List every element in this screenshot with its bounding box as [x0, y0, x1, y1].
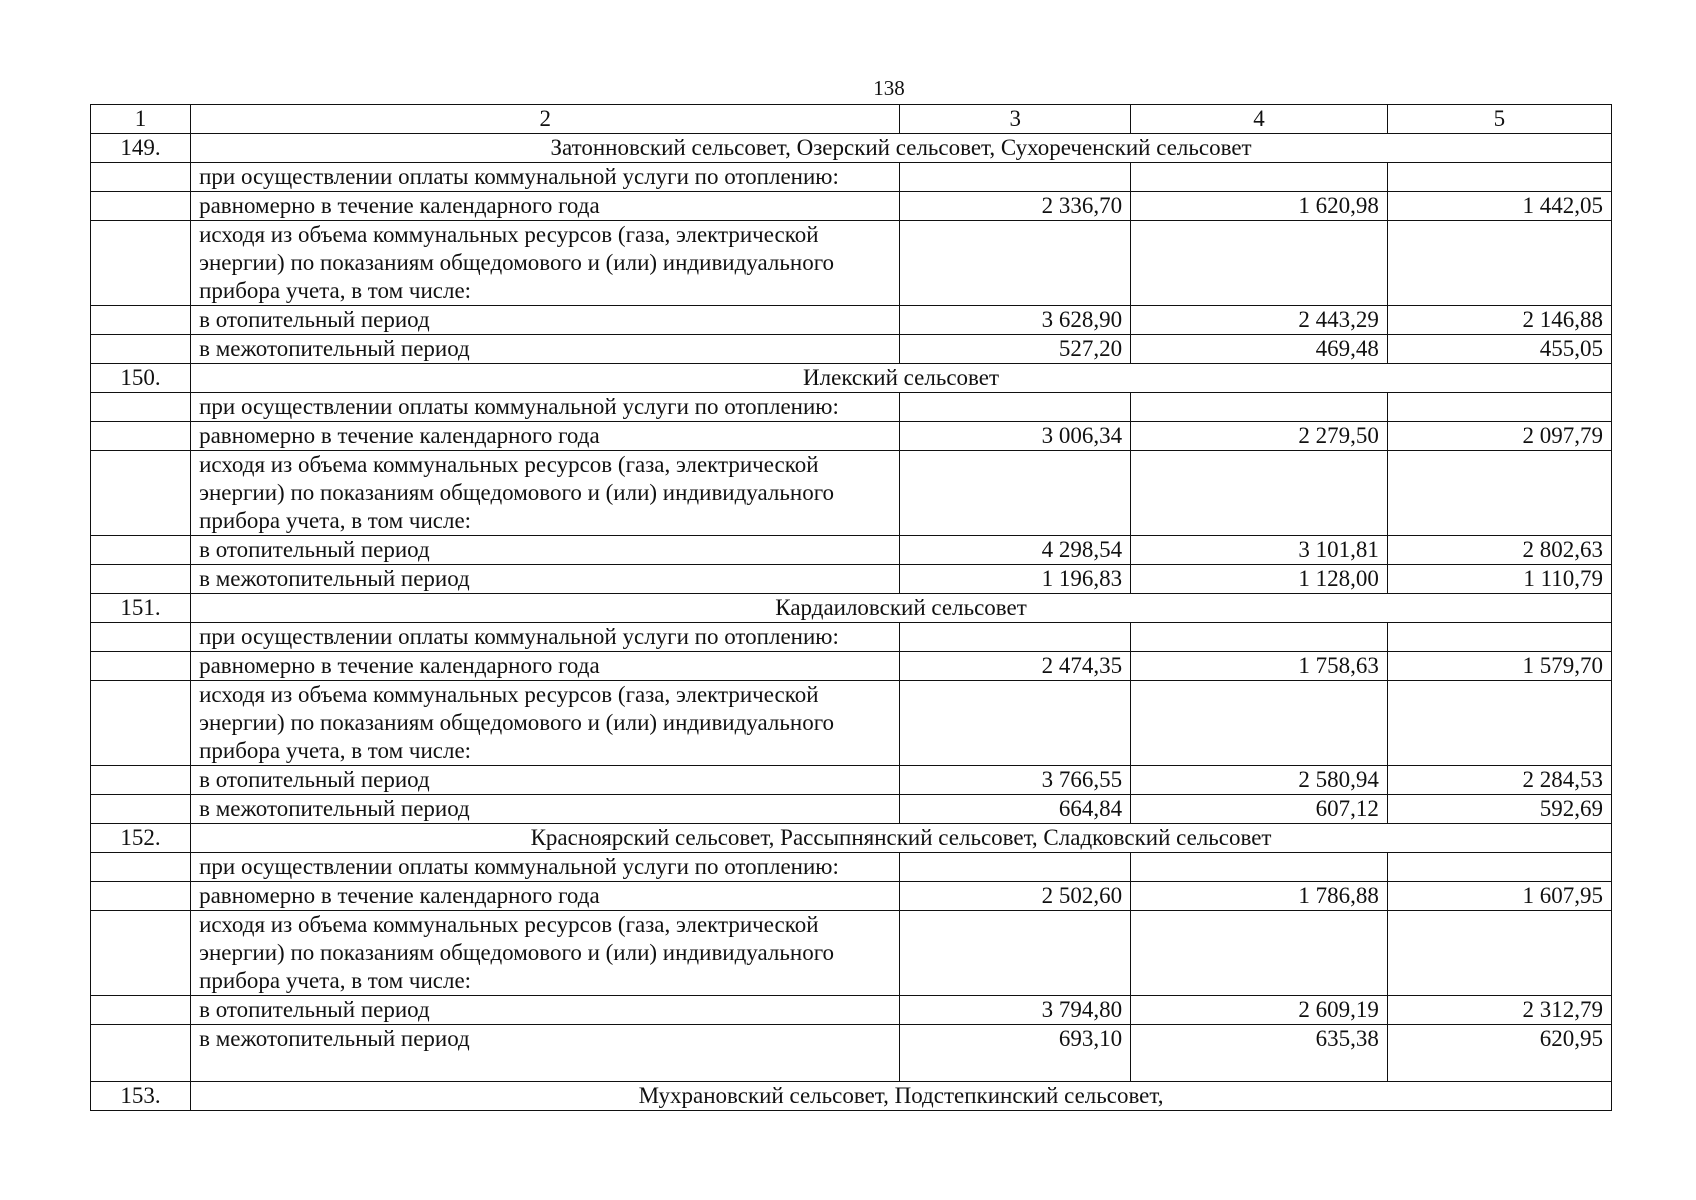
- section-number: 151.: [91, 594, 191, 623]
- empty-cell: [1387, 163, 1611, 192]
- empty-cell: [91, 652, 191, 681]
- row-label-uniform: равномерно в течение календарного года: [191, 652, 900, 681]
- value-cell: 3 628,90: [900, 306, 1131, 335]
- section-number: 152.: [91, 824, 191, 853]
- empty-cell: [900, 393, 1131, 422]
- empty-cell: [1131, 681, 1388, 766]
- row-label-intro: при осуществлении оплаты коммунальной услуги по отоплению:: [191, 853, 900, 882]
- empty-cell: [1387, 221, 1611, 306]
- table-row: [91, 451, 1612, 536]
- section-title-row: [91, 824, 1612, 853]
- value-cell: 1 607,95: [1387, 882, 1611, 911]
- section-title: Затонновский сельсовет, Озерский сельсовет, Сухореченский сельсовет: [191, 134, 1612, 163]
- table-row: [91, 565, 1612, 594]
- section-title: Илекский сельсовет: [191, 364, 1612, 393]
- section-title: Мухрановский сельсовет, Подстепкинский сельсовет,: [191, 1082, 1612, 1111]
- row-label-intro: при осуществлении оплаты коммунальной услуги по отоплению:: [191, 623, 900, 652]
- column-header-5: 5: [1387, 105, 1611, 134]
- value-cell: 4 298,54: [900, 536, 1131, 565]
- row-label-by-meter: исходя из объема коммунальных ресурсов (газа, электрической энергии) по показаниям общедомового и (или) индивидуального прибора учета, в том числе:: [191, 221, 900, 306]
- column-header-3: 3: [900, 105, 1131, 134]
- value-cell: 1 110,79: [1387, 565, 1611, 594]
- empty-cell: [1387, 853, 1611, 882]
- value-cell: 469,48: [1131, 335, 1388, 364]
- empty-cell: [91, 393, 191, 422]
- value-cell: 592,69: [1387, 795, 1611, 824]
- section-title: Красноярский сельсовет, Рассыпнянский сельсовет, Сладковский сельсовет: [191, 824, 1612, 853]
- empty-cell: [91, 163, 191, 192]
- empty-cell: [900, 221, 1131, 306]
- empty-cell: [91, 623, 191, 652]
- row-label-non-heating: в межотопительный период: [191, 795, 900, 824]
- empty-cell: [91, 306, 191, 335]
- section-title-row: [91, 364, 1612, 393]
- table-row: [91, 795, 1612, 824]
- empty-cell: [91, 192, 191, 221]
- value-cell: 527,20: [900, 335, 1131, 364]
- row-label-uniform: равномерно в течение календарного года: [191, 192, 900, 221]
- section-number: 150.: [91, 364, 191, 393]
- empty-cell: [91, 335, 191, 364]
- table-row: [91, 1025, 1612, 1082]
- column-header-1: 1: [91, 105, 191, 134]
- empty-cell: [1387, 623, 1611, 652]
- row-label-non-heating: в межотопительный период: [191, 335, 900, 364]
- row-label-heating: в отопительный период: [191, 766, 900, 795]
- empty-cell: [91, 996, 191, 1025]
- row-label-intro: при осуществлении оплаты коммунальной услуги по отоплению:: [191, 393, 900, 422]
- value-cell: 1 196,83: [900, 565, 1131, 594]
- row-label-non-heating: в межотопительный период: [191, 565, 900, 594]
- empty-cell: [900, 623, 1131, 652]
- column-header-2: 2: [191, 105, 900, 134]
- row-label-intro: при осуществлении оплаты коммунальной услуги по отоплению:: [191, 163, 900, 192]
- value-cell: 3 006,34: [900, 422, 1131, 451]
- empty-cell: [1131, 451, 1388, 536]
- table-row: [91, 422, 1612, 451]
- value-cell: 1 758,63: [1131, 652, 1388, 681]
- section-title: Кардаиловский сельсовет: [191, 594, 1612, 623]
- tariff-table: [90, 104, 1612, 1111]
- table-row: [91, 536, 1612, 565]
- empty-cell: [91, 1025, 191, 1082]
- empty-cell: [1387, 681, 1611, 766]
- value-cell: 2 802,63: [1387, 536, 1611, 565]
- row-label-uniform: равномерно в течение календарного года: [191, 882, 900, 911]
- value-cell: 1 579,70: [1387, 652, 1611, 681]
- table-row: [91, 393, 1612, 422]
- empty-cell: [91, 221, 191, 306]
- table-row: [91, 306, 1612, 335]
- empty-cell: [900, 451, 1131, 536]
- table-row: [91, 681, 1612, 766]
- table-row: [91, 623, 1612, 652]
- section-title-row: [91, 1082, 1612, 1111]
- empty-cell: [1131, 911, 1388, 996]
- table-row: [91, 996, 1612, 1025]
- row-label-by-meter: исходя из объема коммунальных ресурсов (газа, электрической энергии) по показаниям общедомового и (или) индивидуального прибора учета, в том числе:: [191, 911, 900, 996]
- value-cell: 2 312,79: [1387, 996, 1611, 1025]
- value-cell: 2 502,60: [900, 882, 1131, 911]
- value-cell: 2 474,35: [900, 652, 1131, 681]
- empty-cell: [1131, 163, 1388, 192]
- value-cell: 664,84: [900, 795, 1131, 824]
- empty-cell: [900, 681, 1131, 766]
- section-title-row: [91, 134, 1612, 163]
- empty-cell: [900, 163, 1131, 192]
- row-label-by-meter: исходя из объема коммунальных ресурсов (газа, электрической энергии) по показаниям общедомового и (или) индивидуального прибора учета, в том числе:: [191, 451, 900, 536]
- table-row: [91, 163, 1612, 192]
- value-cell: 455,05: [1387, 335, 1611, 364]
- empty-cell: [1131, 221, 1388, 306]
- table-row: [91, 652, 1612, 681]
- row-label-non-heating: в межотопительный период: [191, 1025, 900, 1082]
- value-cell: 2 609,19: [1131, 996, 1388, 1025]
- empty-cell: [91, 422, 191, 451]
- table-row: [91, 221, 1612, 306]
- empty-cell: [91, 853, 191, 882]
- value-cell: 1 786,88: [1131, 882, 1388, 911]
- value-cell: 2 279,50: [1131, 422, 1388, 451]
- value-cell: 2 146,88: [1387, 306, 1611, 335]
- table-row: [91, 192, 1612, 221]
- value-cell: 3 794,80: [900, 996, 1131, 1025]
- value-cell: 620,95: [1387, 1025, 1611, 1082]
- section-title-row: [91, 594, 1612, 623]
- value-cell: 693,10: [900, 1025, 1131, 1082]
- empty-cell: [1387, 393, 1611, 422]
- row-label-heating: в отопительный период: [191, 536, 900, 565]
- table-row: [91, 853, 1612, 882]
- empty-cell: [1387, 911, 1611, 996]
- empty-cell: [91, 882, 191, 911]
- empty-cell: [1131, 623, 1388, 652]
- row-label-uniform: равномерно в течение календарного года: [191, 422, 900, 451]
- value-cell: 1 442,05: [1387, 192, 1611, 221]
- empty-cell: [91, 451, 191, 536]
- table-row: [91, 766, 1612, 795]
- value-cell: 635,38: [1131, 1025, 1388, 1082]
- value-cell: 2 336,70: [900, 192, 1131, 221]
- section-number: 153.: [91, 1082, 191, 1111]
- row-label-heating: в отопительный период: [191, 306, 900, 335]
- empty-cell: [91, 536, 191, 565]
- column-header-4: 4: [1131, 105, 1388, 134]
- value-cell: 2 443,29: [1131, 306, 1388, 335]
- value-cell: 2 284,53: [1387, 766, 1611, 795]
- empty-cell: [1131, 853, 1388, 882]
- value-cell: 3 101,81: [1131, 536, 1388, 565]
- empty-cell: [91, 565, 191, 594]
- empty-cell: [91, 681, 191, 766]
- empty-cell: [1387, 451, 1611, 536]
- table-row: [91, 911, 1612, 996]
- table-row: [91, 335, 1612, 364]
- value-cell: 1 620,98: [1131, 192, 1388, 221]
- section-number: 149.: [91, 134, 191, 163]
- value-cell: 1 128,00: [1131, 565, 1388, 594]
- value-cell: 3 766,55: [900, 766, 1131, 795]
- row-label-by-meter: исходя из объема коммунальных ресурсов (газа, электрической энергии) по показаниям общедомового и (или) индивидуального прибора учета, в том числе:: [191, 681, 900, 766]
- table-row: [91, 882, 1612, 911]
- empty-cell: [91, 911, 191, 996]
- value-cell: 2 580,94: [1131, 766, 1388, 795]
- empty-cell: [900, 911, 1131, 996]
- header-row: [91, 105, 1612, 134]
- empty-cell: [91, 795, 191, 824]
- empty-cell: [900, 853, 1131, 882]
- empty-cell: [91, 766, 191, 795]
- row-label-heating: в отопительный период: [191, 996, 900, 1025]
- value-cell: 607,12: [1131, 795, 1388, 824]
- page-number: 138: [873, 76, 905, 100]
- value-cell: 2 097,79: [1387, 422, 1611, 451]
- empty-cell: [1131, 393, 1388, 422]
